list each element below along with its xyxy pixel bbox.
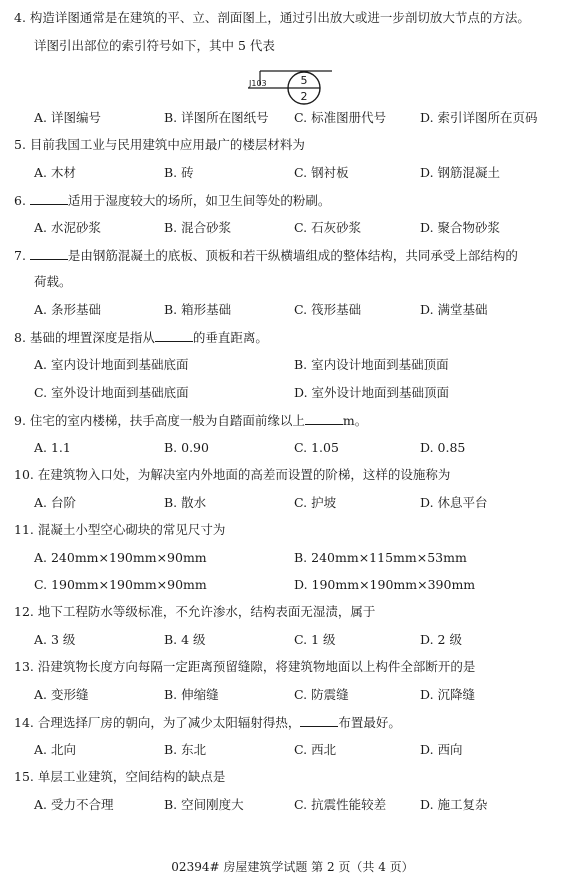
q6-option-c: C. 石灰砂浆 [294, 220, 362, 235]
q11-option-c: C. 190mm×190mm×90mm [34, 577, 207, 592]
q9-stem [14, 412, 367, 429]
q7-blank [30, 247, 68, 260]
q15-option-c: C. 抗震性能较差 [294, 797, 387, 812]
q4-option-d: D. 索引详图所在页码 [420, 110, 538, 125]
q15-option-b: B. 空间刚度大 [164, 797, 244, 812]
q9-stem-text-1: 9. 住宅的室内楼梯，扶手高度一般为自踏面前缘以上 [14, 413, 305, 428]
q6-stem-text: 适用于湿度较大的场所，如卫生间等处的粉刷。 [67, 193, 331, 208]
q5-stem: 5. 目前我国工业与民用建筑中应用最广的楼层材料为 [14, 137, 305, 152]
q11-option-d: D. 190mm×190mm×390mm [294, 577, 476, 592]
q14-option-b: B. 东北 [164, 742, 207, 757]
q6-blank [30, 192, 68, 205]
q12-option-d: D. 2 级 [420, 632, 462, 647]
q8-option-b: B. 室内设计地面到基础顶面 [294, 357, 449, 372]
q8-stem-text-1: 8. 基础的埋置深度是指从 [14, 330, 155, 345]
q13-option-c: C. 防震缝 [294, 687, 349, 702]
q6-option-b: B. 混合砂浆 [164, 220, 232, 235]
q14-option-a: A. 北向 [34, 742, 76, 757]
q7-option-c: C. 筏形基础 [294, 302, 362, 317]
q14-option-c: C. 西北 [294, 742, 337, 757]
q6-stem [14, 192, 330, 209]
q5-option-a: A. 木材 [34, 165, 76, 180]
q13-stem: 13. 沿建筑物长度方向每隔一定距离预留缝隙，将建筑物地面以上构件全部断开的是 [14, 659, 476, 674]
q4-option-c: C. 标准图册代号 [294, 110, 387, 125]
q8-stem [14, 329, 268, 346]
q10-stem: 10. 在建筑物入口处，为解决室内外地面的高差而设置的阶梯，这样的设施称为 [14, 467, 451, 482]
q10-option-d: D. 休息平台 [420, 495, 488, 510]
q6-option-d: D. 聚合物砂浆 [420, 220, 501, 235]
q9-option-a: A. 1.1 [34, 440, 71, 455]
q5-option-b: B. 砖 [164, 165, 194, 180]
q15-option-d: D. 施工复杂 [420, 797, 488, 812]
q9-stem-text-2: m。 [342, 413, 368, 428]
index-symbol-bottom: 2 [300, 90, 308, 103]
q11-stem: 11. 混凝土小型空心砌块的常见尺寸为 [14, 522, 226, 537]
q12-option-b: B. 4 级 [164, 632, 206, 647]
q7-stem-line-1 [14, 247, 518, 264]
q7-stem-text: 是由钢筋混凝土的底板、顶板和若干纵横墙组成的整体结构，共同承受上部结构的 [67, 248, 518, 263]
q9-option-d: D. 0.85 [420, 440, 466, 455]
q8-option-a: A. 室内设计地面到基础底面 [34, 357, 189, 372]
q13-option-a: A. 变形缝 [34, 687, 89, 702]
q4-stem-line-1: 4. 构造详图通常是在建筑的平、立、剖面图上，通过引出放大或进一步剖切放大节点的方法。 [14, 10, 530, 25]
q5-option-c: C. 钢衬板 [294, 165, 349, 180]
q12-stem: 12. 地下工程防水等级标准，不允许渗水，结构表面无湿渍，属于 [14, 604, 376, 619]
index-symbol-top: 5 [300, 74, 308, 87]
q14-stem [14, 714, 401, 731]
q4-option-b: B. 详图所在图纸号 [164, 110, 269, 125]
q13-option-d: D. 沉降缝 [420, 687, 476, 702]
q7-option-a: A. 条形基础 [34, 302, 101, 317]
q12-option-c: C. 1 级 [294, 632, 336, 647]
q10-option-a: A. 台阶 [34, 495, 76, 510]
q7-option-b: B. 箱形基础 [164, 302, 232, 317]
q14-option-d: D. 西向 [420, 742, 463, 757]
q6-stem-number: 6. [14, 193, 30, 208]
q4-stem-line-2: 详图引出部位的索引符号如下，其中 5 代表 [34, 38, 275, 53]
q11-option-a: A. 240mm×190mm×90mm [34, 550, 207, 565]
q7-stem-number: 7. [14, 248, 30, 263]
index-symbol-code: J103 [249, 79, 267, 88]
q7-option-d: D. 满堂基础 [420, 302, 488, 317]
q14-stem-text-2: 布置最好。 [338, 715, 401, 730]
q8-option-d: D. 室外设计地面到基础顶面 [294, 385, 450, 400]
q12-option-a: A. 3 级 [34, 632, 76, 647]
q5-option-d: D. 钢筋混凝土 [420, 165, 501, 180]
q15-stem: 15. 单层工业建筑，空间结构的缺点是 [14, 769, 226, 784]
q14-blank [300, 714, 338, 727]
q9-option-b: B. 0.90 [164, 440, 209, 455]
index-symbol [244, 66, 336, 108]
q7-stem-line-2: 荷载。 [34, 274, 72, 289]
q9-blank [305, 412, 343, 425]
q9-option-c: C. 1.05 [294, 440, 339, 455]
q4-option-a: A. 详图编号 [34, 110, 101, 125]
q11-option-b: B. 240mm×115mm×53mm [294, 550, 467, 565]
q13-option-b: B. 伸缩缝 [164, 687, 219, 702]
q6-option-a: A. 水泥砂浆 [34, 220, 101, 235]
q8-option-c: C. 室外设计地面到基础底面 [34, 385, 189, 400]
q8-blank [155, 329, 193, 342]
page-footer: 02394# 房屋建筑学试题 第 2 页（共 4 页） [171, 860, 414, 874]
q10-option-b: B. 散水 [164, 495, 207, 510]
q14-stem-text-1: 14. 合理选择厂房的朝向，为了减少太阳辐射得热， [14, 715, 301, 730]
q15-option-a: A. 受力不合理 [34, 797, 114, 812]
q8-stem-text-2: 的垂直距离。 [192, 330, 268, 345]
q10-option-c: C. 护坡 [294, 495, 337, 510]
